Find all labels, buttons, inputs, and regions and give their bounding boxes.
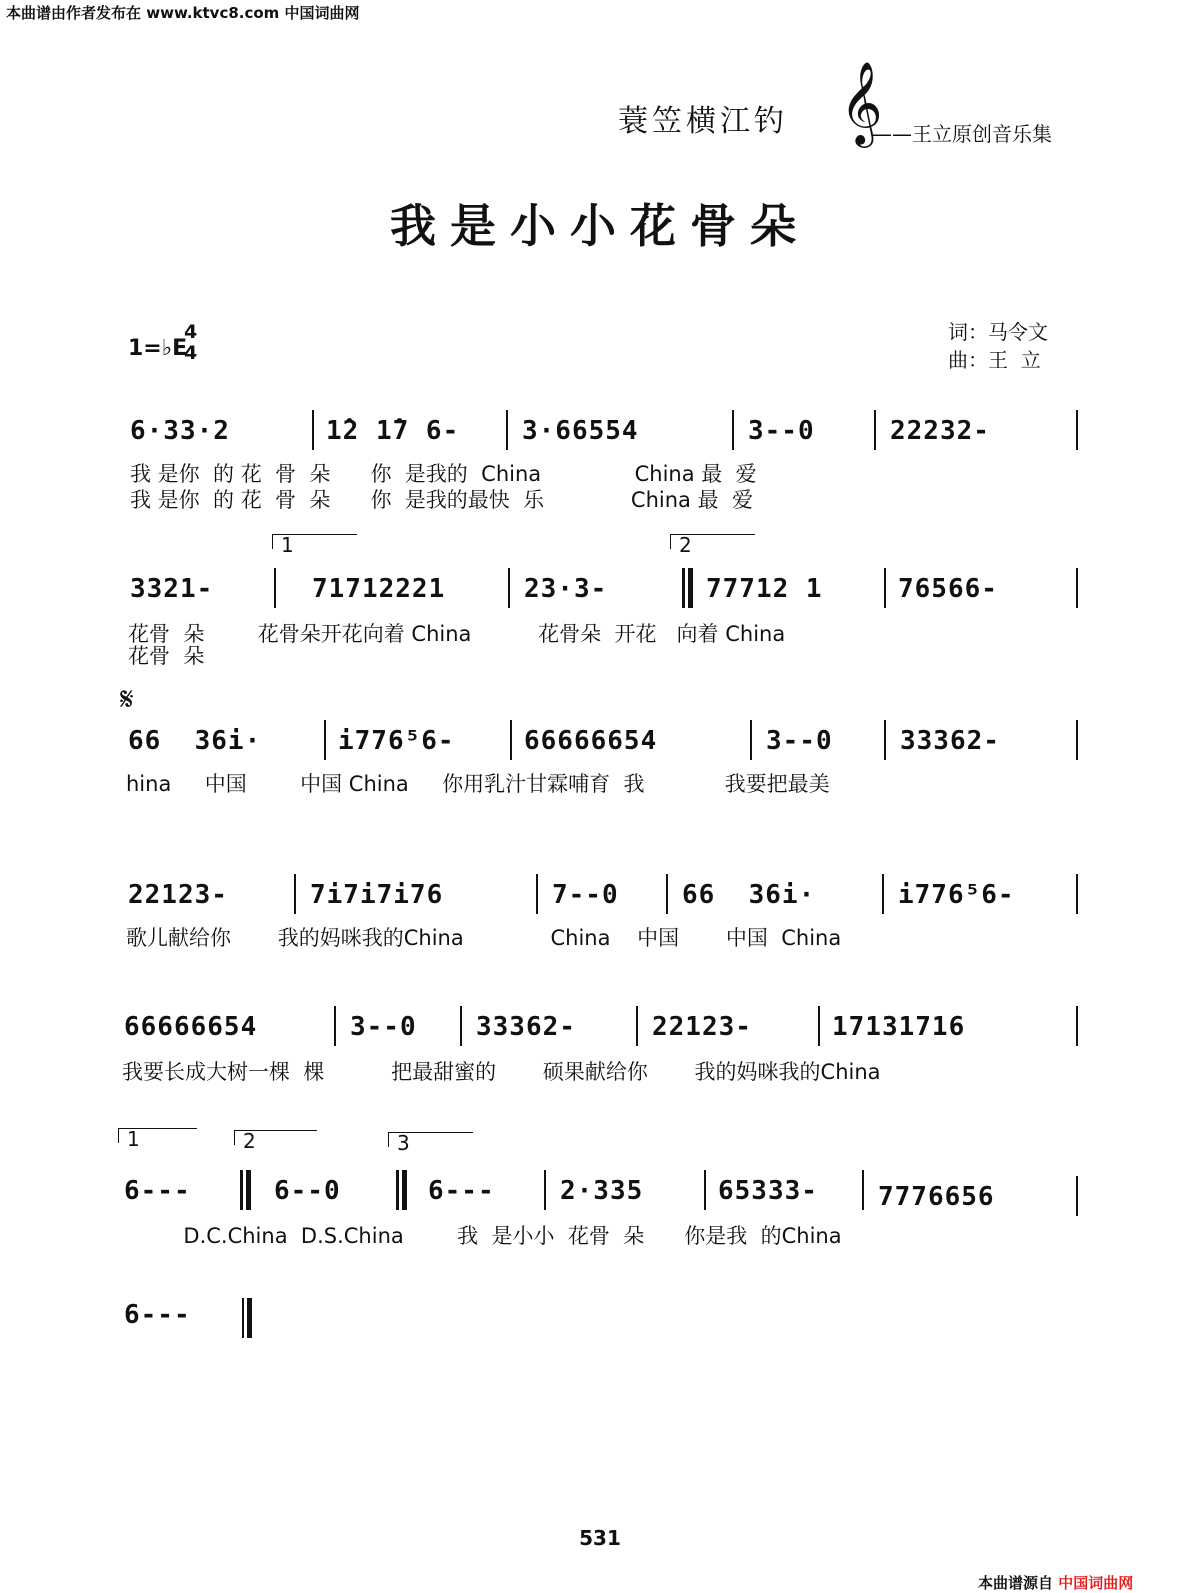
barline — [732, 410, 734, 450]
measure: 65333- — [718, 1176, 818, 1206]
measure: 22123- — [128, 880, 228, 910]
volta-number: 3 — [397, 1131, 410, 1155]
measure: 1̂2 1̂7 6- — [326, 416, 460, 446]
barline — [312, 410, 314, 450]
measure: 71712221 — [312, 574, 446, 604]
source-site-link[interactable]: 中国词曲网 — [1058, 1574, 1134, 1592]
barline — [1076, 720, 1078, 760]
barline — [508, 568, 510, 608]
lyric-line: 我 是你 的 花 骨 朵 你 是我的 China China 最 爱 — [130, 462, 757, 486]
collection-brand: 蓑笠横江钓 — [618, 104, 788, 139]
barline — [274, 568, 276, 608]
lyricist: 词：马令文 — [948, 320, 1048, 344]
measure: 66 36i· — [682, 880, 816, 910]
barline — [882, 874, 884, 914]
repeat-end-barline — [682, 568, 685, 608]
measure: 3--0 — [350, 1012, 417, 1042]
measure: 3--0 — [766, 726, 833, 756]
measure: i776⁵6- — [338, 726, 455, 756]
lyric-line: hina 中国 中国 China 你用乳汁甘霖哺育 我 我要把最美 — [126, 772, 830, 796]
volta-number: 1 — [127, 1127, 140, 1151]
volta-bracket — [388, 1131, 473, 1155]
measure: 6--0 — [274, 1176, 341, 1206]
volta-number: 2 — [243, 1129, 256, 1153]
volta-bracket — [118, 1127, 197, 1151]
volta-number: 1 — [281, 533, 294, 557]
segno-icon: 𝄋 — [120, 680, 134, 718]
final-barline — [242, 1298, 252, 1338]
measure: i776⁵6- — [898, 880, 1015, 910]
lyric-line: 歌儿献给你 我的妈咪我的China China 中国 中国 China — [126, 926, 842, 950]
lyric-line: 我要长成大树一棵 棵 把最甜蜜的 硕果献给你 我的妈咪我的China — [122, 1060, 881, 1084]
barline — [704, 1170, 706, 1210]
barline — [1076, 1006, 1078, 1046]
measure: 7--0 — [552, 880, 619, 910]
collection-series: ——王立原创音乐集 — [872, 122, 1052, 146]
measure: 6--- — [428, 1176, 495, 1206]
header-note: 本曲谱由作者发布在 www.ktvc8.com 中国词曲网 — [6, 4, 360, 22]
barline — [510, 720, 512, 760]
credits — [948, 318, 1048, 374]
measure: 33362- — [476, 1012, 576, 1042]
measure: 3·66554 — [522, 416, 639, 446]
barline — [506, 410, 508, 450]
lyric-line: 我 是你 的 花 骨 朵 你 是我的最快 乐 China 最 爱 — [130, 488, 753, 512]
lyric-line: 花骨 朵 — [128, 644, 205, 668]
barline — [750, 720, 752, 760]
barline — [818, 1006, 820, 1046]
measure: 6--- — [124, 1176, 191, 1206]
barline — [1076, 410, 1078, 450]
volta-bracket — [272, 533, 357, 557]
barline — [1076, 568, 1078, 608]
volta-bracket — [670, 533, 755, 557]
key-signature: 1=♭E — [128, 336, 188, 361]
barline — [666, 874, 668, 914]
barline — [334, 1006, 336, 1046]
measure: 3--0 — [748, 416, 815, 446]
measure: 23·3- — [524, 574, 608, 604]
measure: 6--- — [124, 1300, 191, 1330]
page-number: 531 — [579, 1526, 621, 1550]
source-footer — [978, 1572, 1133, 1593]
measure: 22232- — [890, 416, 990, 446]
source-label: 本曲谱源自 — [978, 1574, 1054, 1592]
barline — [636, 1006, 638, 1046]
volta-number: 2 — [679, 533, 692, 557]
barline — [874, 410, 876, 450]
measure: 3321- — [130, 574, 214, 604]
measure: 66666654 — [124, 1012, 258, 1042]
barline — [884, 568, 886, 608]
measure: 77712 1 — [706, 574, 823, 604]
measure: 17131716 — [832, 1012, 966, 1042]
composer: 曲：王 立 — [948, 348, 1041, 372]
volta-bracket — [234, 1129, 317, 1153]
time-sig-bottom: 4 — [184, 342, 198, 364]
measure: 6·33·2 — [130, 416, 230, 446]
treble-clef-icon: 𝄞 — [840, 60, 883, 144]
barline — [544, 1170, 546, 1210]
repeat-end-barline — [396, 1170, 399, 1210]
measure: 66 36i· — [128, 726, 262, 756]
measure: 7i7i7i76 — [310, 880, 444, 910]
lyric-line: 花骨 朵 花骨朵开花向着 China 花骨朵 开花 向着 China — [128, 622, 786, 646]
measure: 7776656 — [878, 1182, 995, 1212]
barline — [1076, 1176, 1078, 1216]
barline — [862, 1170, 864, 1210]
barline — [460, 1006, 462, 1046]
measure: 2·335 — [560, 1176, 644, 1206]
measure: 33362- — [900, 726, 1000, 756]
barline — [884, 720, 886, 760]
barline — [324, 720, 326, 760]
lyric-line: D.C.China D.S.China 我 是小小 花骨 朵 你是我 的China — [130, 1224, 842, 1248]
time-signature — [184, 322, 197, 364]
song-title: 我是小小花骨朵 — [390, 199, 810, 253]
time-sig-top: 4 — [184, 321, 198, 343]
repeat-end-barline-thick — [246, 1170, 251, 1210]
repeat-end-barline-thick — [688, 568, 693, 608]
barline — [1076, 874, 1078, 914]
repeat-end-barline — [240, 1170, 243, 1210]
measure: 22123- — [652, 1012, 752, 1042]
measure: 76566- — [898, 574, 998, 604]
barline — [536, 874, 538, 914]
collection-header — [600, 60, 1090, 158]
repeat-end-barline-thick — [402, 1170, 407, 1210]
barline — [294, 874, 296, 914]
measure: 66666654 — [524, 726, 658, 756]
